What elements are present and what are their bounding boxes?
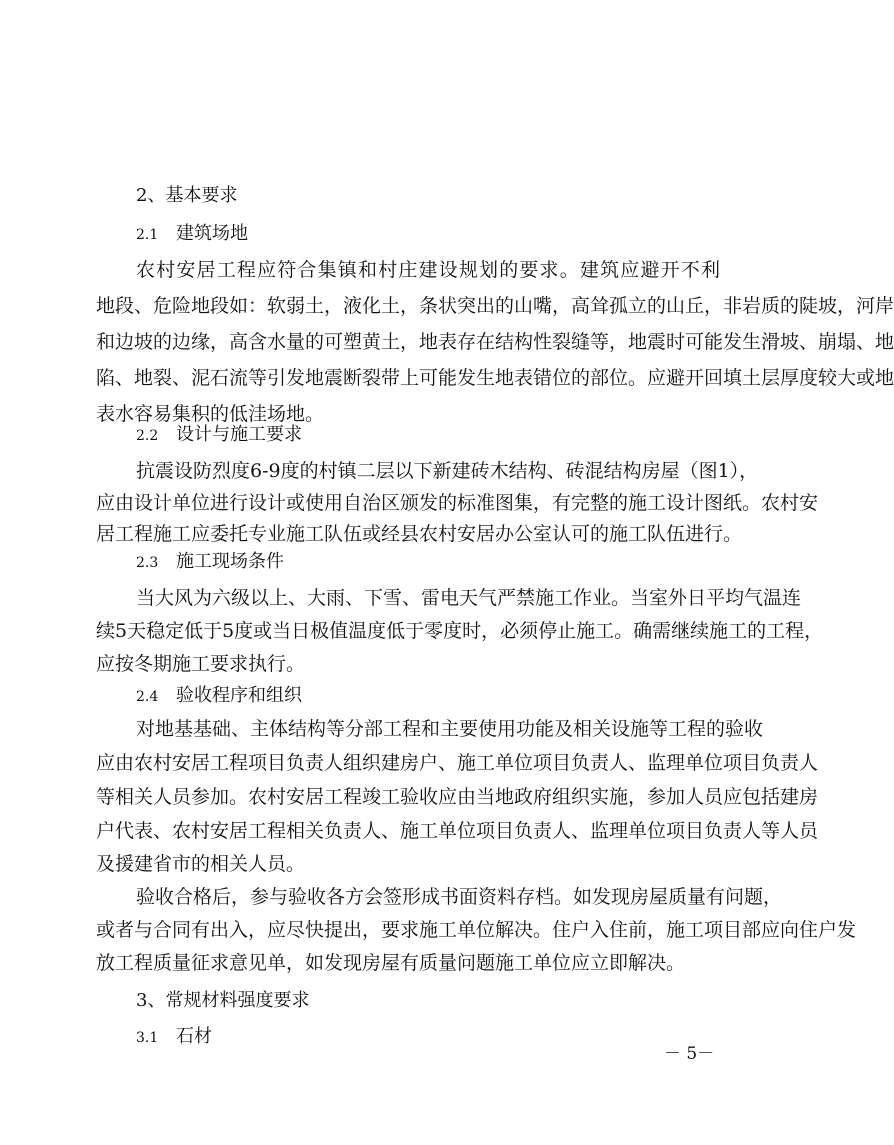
paragraph-line: 地段、危险地段如：软弱土，液化土，条状突出的山嘴，高耸孤立的山丘，非岩质的陡坡，河岸 — [96, 295, 894, 317]
subsection-title: 验收程序和组织 — [176, 685, 302, 706]
subsection-heading-2-4 — [136, 683, 760, 710]
subsection-title: 设计与施工要求 — [176, 424, 302, 445]
paragraph-line: 续5天稳定低于5度或当日极值温度低于零度时，必须停止施工。确需继续施工的工程， — [96, 620, 824, 642]
section-heading-2: 2、基本要求 — [136, 185, 238, 206]
subsection-number: 2.3 — [136, 555, 159, 571]
paragraph-line: 陷、地裂、泥石流等引发地震断裂带上可能发生地表错位的部位。应避开回填土层厚度较大或地 — [96, 367, 894, 389]
subsection-heading-2-1 — [136, 221, 760, 248]
subsection-heading-2-2 — [136, 422, 760, 449]
paragraph-line: 当大风为六级以上、大雨、下雪、雷电天气严禁施工作业。当室外日平均气温连 — [136, 587, 802, 609]
paragraph-line: 应由农村安居工程项目负责人组织建房户、施工单位项目负责人、监理单位项目负责人 — [96, 752, 819, 774]
subsection-number: 3.1 — [136, 1030, 159, 1046]
paragraph-line: 验收合格后，参与验收各方会签形成书面资料存档。如发现房屋质量有问题， — [136, 886, 783, 908]
subsection-title: 施工现场条件 — [176, 551, 284, 572]
paragraph-line: 表水容易集积的低洼场地。 — [96, 403, 325, 425]
paragraph-line: 居工程施工应委托专业施工队伍或经县农村安居办公室认可的施工队伍进行。 — [96, 523, 743, 545]
section-heading-3: 3、常规材料强度要求 — [136, 990, 310, 1011]
subsection-title: 建筑场地 — [176, 223, 248, 244]
subsection-number: 2.1 — [136, 227, 159, 243]
paragraph-line: 等相关人员参加。农村安居工程竣工验收应由当地政府组织实施，参加人员应包括建房 — [96, 786, 819, 808]
subsection-number: 2.2 — [136, 428, 159, 444]
page-number: － 5－ — [664, 1044, 715, 1064]
paragraph-line: 农村安居工程应符合集镇和村庄建设规划的要求。建筑应避开不利 — [136, 259, 720, 281]
paragraph-line: 对地基基础、主体结构等分部工程和主要使用功能及相关设施等工程的验收 — [136, 718, 764, 740]
paragraph-line: 抗震设防烈度6-9度的村镇二层以下新建砖木结构、砖混结构房屋（图1）， — [136, 460, 759, 482]
paragraph-line: 应按冬期施工要求执行。 — [96, 653, 306, 675]
paragraph-line: 应由设计单位进行设计或使用自治区颁发的标准图集，有完整的施工设计图纸。农村安 — [96, 492, 819, 514]
subsection-title: 石材 — [176, 1026, 212, 1047]
subsection-number: 2.4 — [136, 689, 159, 705]
subsection-heading-2-3 — [136, 549, 760, 576]
paragraph-line: 放工程质量征求意见单，如发现房屋有质量问题施工单位应立即解决。 — [96, 952, 686, 974]
paragraph-line: 和边坡的边缘，高含水量的可塑黄土，地表存在结构性裂缝等，地震时可能发生滑坡、崩塌、地 — [96, 331, 894, 353]
paragraph-line: 户代表、农村安居工程相关负责人、施工单位项目负责人、监理单位项目负责人等人员 — [96, 820, 819, 842]
paragraph-line: 或者与合同有出入，应尽快提出，要求施工单位解决。住户入住前，施工项目部应向住户发 — [96, 919, 857, 941]
paragraph-line: 及援建省市的相关人员。 — [96, 853, 306, 875]
